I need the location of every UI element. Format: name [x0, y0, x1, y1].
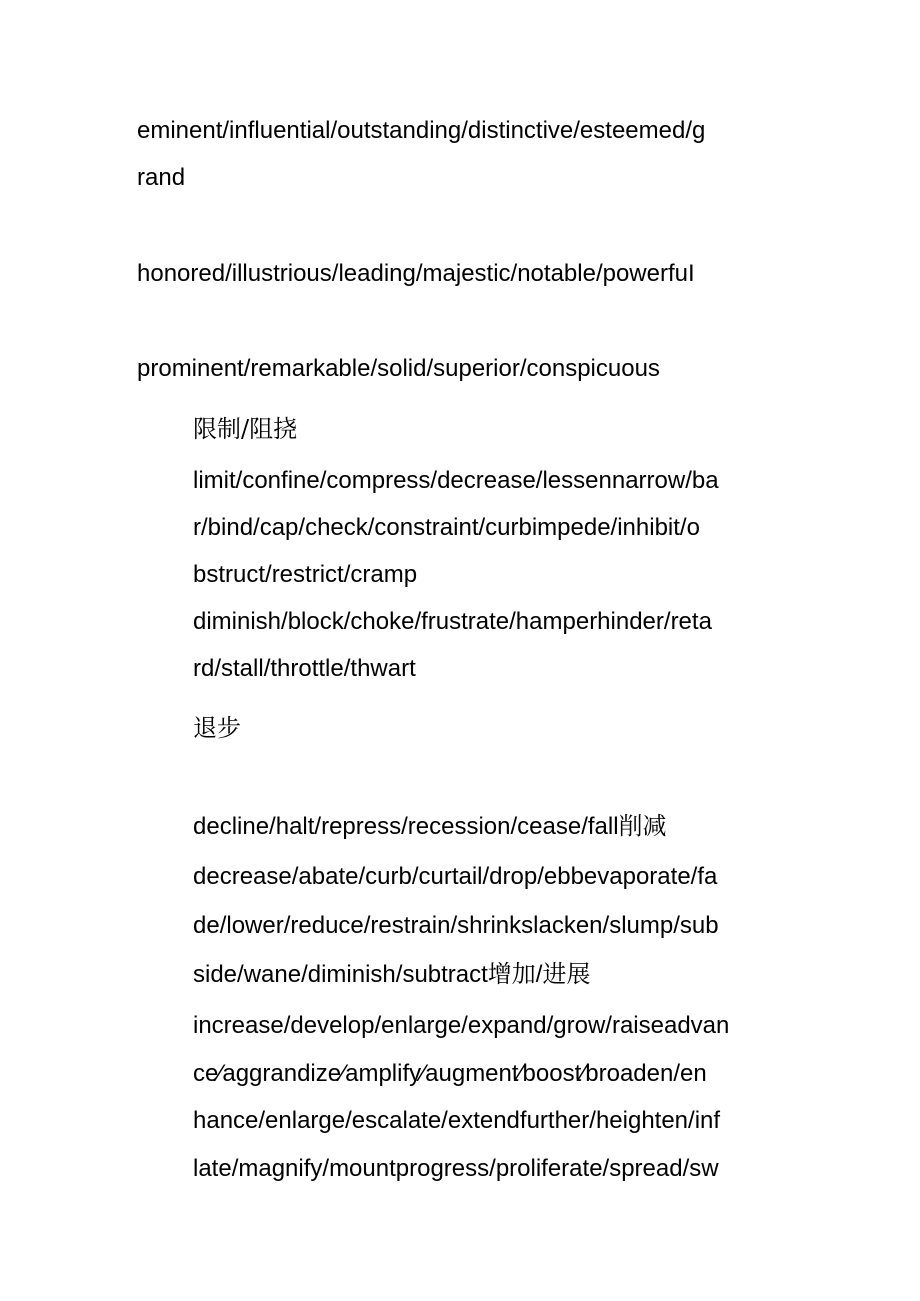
section-heading: 限制/阻挠: [193, 415, 298, 443]
text-line: honored/illustrious/leading/majestic/notable/powerfuI: [137, 260, 695, 287]
section-heading: 退步: [193, 714, 241, 742]
text-line: bstruct/restrict/cramp: [193, 561, 418, 588]
text-line: rd/stall/throttle/thwart: [193, 655, 416, 682]
text-line: rand: [137, 164, 186, 191]
text-line: decrease/abate/curb/curtail/drop/ebbevaporate/fa: [193, 863, 718, 890]
text-line: decline/halt/repress/recession/cease/fall削减: [193, 813, 667, 840]
text-line: eminent/influential/outstanding/distinctive/esteemed/g: [137, 117, 706, 144]
text-line: late/magnify/mountprogress/proliferate/spread/sw: [193, 1155, 719, 1182]
text-line: ce⁄aggrandize⁄amplify⁄augment⁄boost⁄broaden/en: [193, 1060, 707, 1087]
text-line: r/bind/cap/check/constraint/curbimpede/inhibit/o: [193, 514, 700, 541]
text-line: limit/confine/compress/decrease/lessennarrow/ba: [193, 467, 719, 494]
text-line: de/lower/reduce/restrain/shrinkslacken/slump/sub: [193, 912, 719, 939]
text-line: diminish/block/choke/frustrate/hamperhinder/reta: [193, 608, 712, 635]
text-line: hance/enlarge/escalate/extendfurther/heighten/inf: [193, 1107, 721, 1134]
text-line: increase/develop/enlarge/expand/grow/raiseadvan: [193, 1012, 730, 1039]
text-line: side/wane/diminish/subtract增加/进展: [193, 961, 591, 988]
text-line: prominent/remarkable/solid/superior/conspicuous: [137, 355, 660, 382]
